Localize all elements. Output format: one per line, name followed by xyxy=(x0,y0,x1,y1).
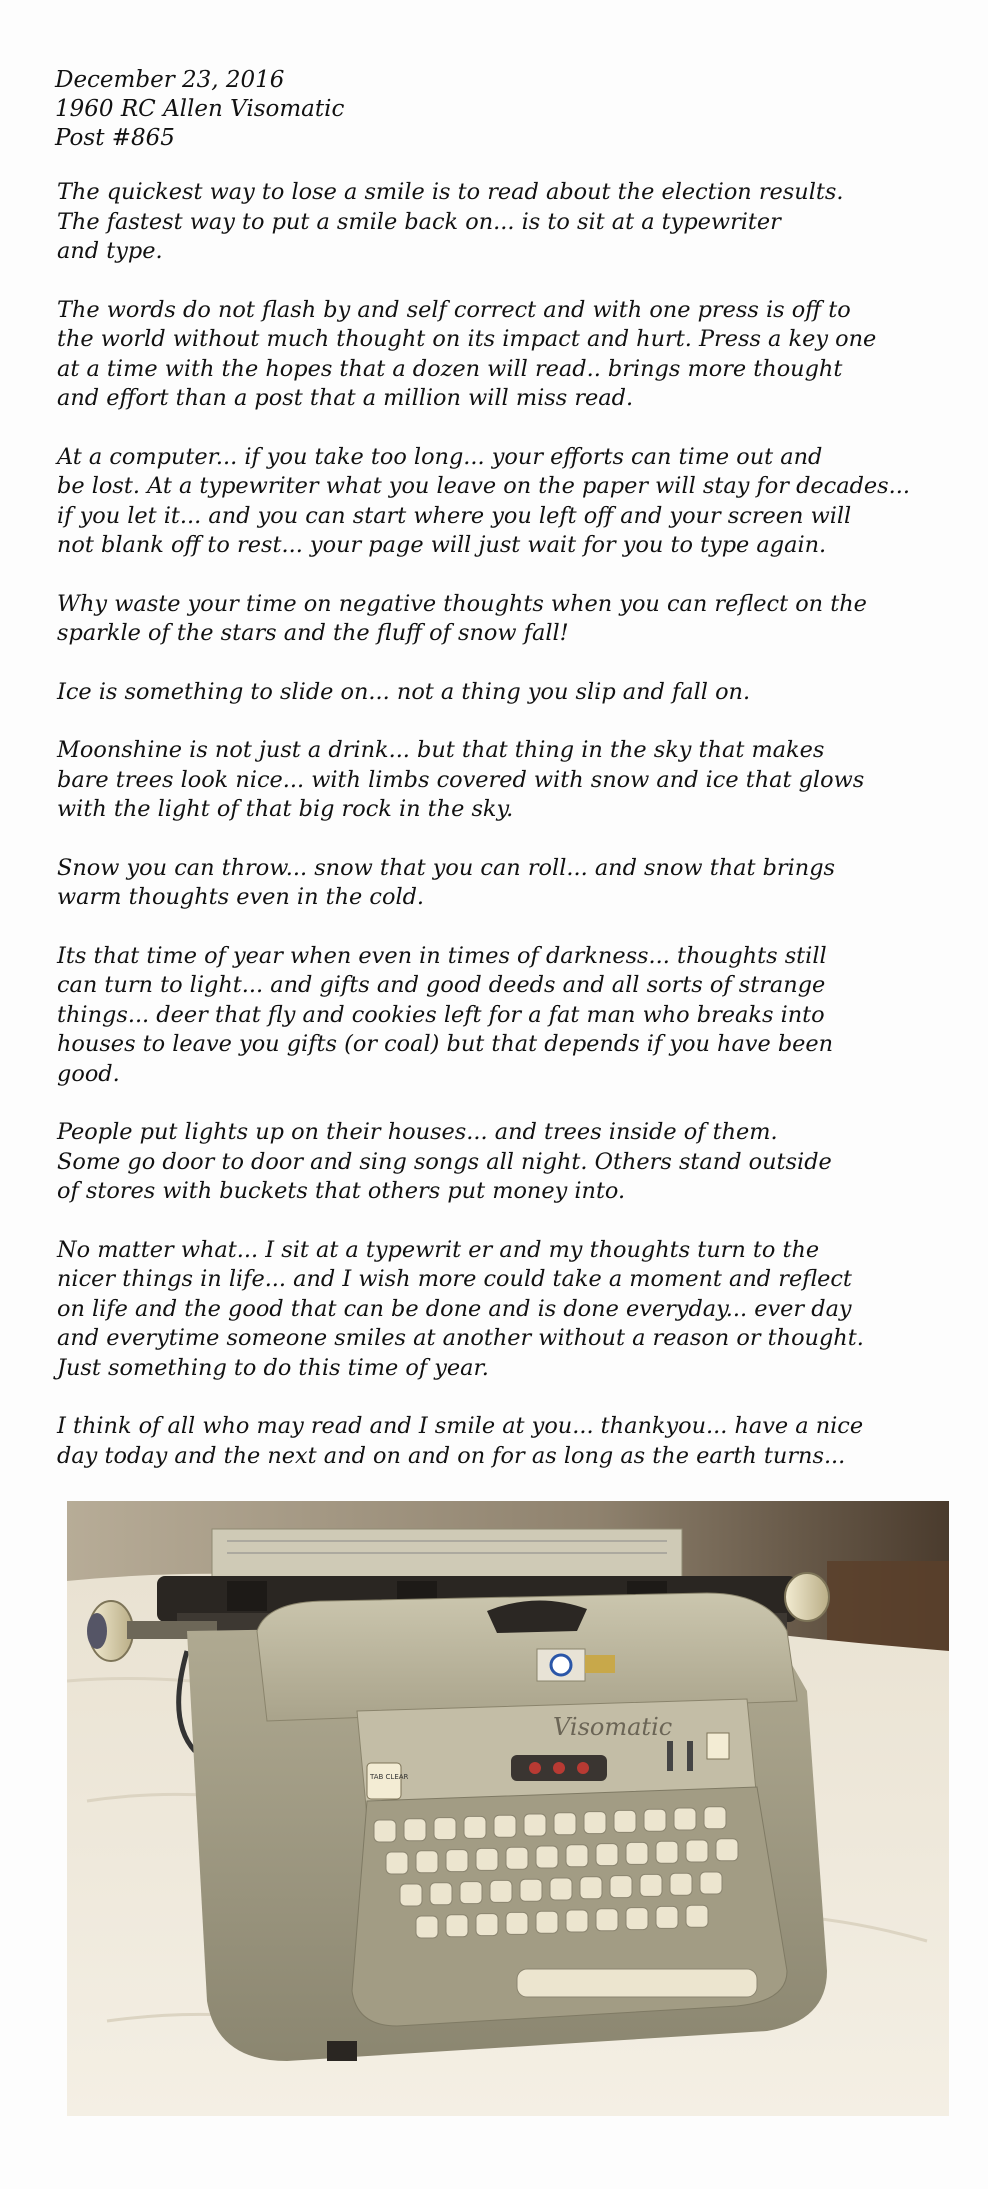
typewriter-key xyxy=(490,1880,512,1902)
post-header xyxy=(55,66,344,153)
typewriter-key xyxy=(656,1906,678,1928)
paragraph-line: with the light of that big rock in the sky. xyxy=(57,796,514,822)
typewriter-key xyxy=(446,1915,468,1937)
paragraph-line: bare trees look nice... with limbs covered with snow and ice that glows xyxy=(57,766,865,793)
paragraph xyxy=(57,178,967,267)
typewriter-key xyxy=(430,1883,452,1905)
typewriter-key xyxy=(536,1911,558,1933)
typewriter-key xyxy=(434,1818,456,1840)
paragraph xyxy=(57,736,967,825)
paragraph-line: and everytime someone smiles at another without a reason or thought. xyxy=(57,1325,864,1351)
typewriter-key xyxy=(460,1882,482,1904)
typewriter-key xyxy=(584,1812,606,1834)
typewriter-key xyxy=(374,1820,396,1842)
paragraph-line: be lost. At a typewriter what you leave on the paper will stay for decades... xyxy=(57,473,910,499)
brand-plate-text: Visomatic xyxy=(553,1713,673,1741)
typewriter-key xyxy=(400,1884,422,1906)
paragraph xyxy=(57,1236,967,1384)
typewriter-key xyxy=(494,1815,516,1837)
paragraph-line: Some go door to door and sing songs all night. Others stand outside xyxy=(57,1148,832,1175)
paragraph xyxy=(57,443,967,561)
typewriter-key xyxy=(716,1839,738,1861)
paragraph-line: at a time with the hopes that a dozen will read.. brings more thought xyxy=(57,355,843,382)
paragraph xyxy=(57,942,967,1090)
typewriter-key xyxy=(536,1846,558,1868)
paragraph-line: on life and the good that can be done and is done everyday... ever day xyxy=(57,1295,852,1322)
paragraph-line: The fastest way to put a smile back on... is to sit at a typewriter xyxy=(57,208,781,235)
paragraph-line: nicer things in life... and I wish more could take a moment and reflect xyxy=(57,1266,852,1292)
typewriter-key xyxy=(476,1848,498,1870)
typewriter-key xyxy=(416,1916,438,1938)
paragraph-line: of stores with buckets that others put money into. xyxy=(57,1178,626,1204)
paragraph xyxy=(57,296,967,414)
paragraph-line: the world without much thought on its impact and hurt. Press a key one xyxy=(57,326,877,352)
tab-key-label: TAB CLEAR xyxy=(370,1773,409,1781)
paragraph-line: not blank off to rest... your page will just wait for you to type again. xyxy=(57,532,827,558)
typewriter-model: 1960 RC Allen Visomatic xyxy=(55,96,345,122)
paragraph-line: Snow you can throw... snow that you can roll... and snow that brings xyxy=(57,854,836,881)
typewriter-key xyxy=(596,1909,618,1931)
paragraph-line: Its that time of year when even in times of darkness... thoughts still xyxy=(57,942,827,969)
post-body xyxy=(57,178,967,1500)
typewriter-key xyxy=(596,1844,618,1866)
typewriter-key xyxy=(700,1872,722,1894)
typewriter-key xyxy=(554,1813,576,1835)
typewriter-key xyxy=(524,1814,546,1836)
typewriter-key xyxy=(580,1877,602,1899)
typewriter-key xyxy=(506,1912,528,1934)
paragraph-line: At a computer... if you take too long... your efforts can time out and xyxy=(57,443,823,470)
paragraph-line: day today and the next and on and on for as long as the earth turns... xyxy=(57,1442,846,1469)
typewriter-key xyxy=(520,1879,542,1901)
paragraph-line: The quickest way to lose a smile is to read about the election results. xyxy=(57,179,844,205)
typewriter-key xyxy=(626,1842,648,1864)
paragraph-line: if you let it... and you can start where you left off and your screen will xyxy=(57,502,852,529)
paragraph-line: good. xyxy=(57,1060,120,1087)
typewriter-key xyxy=(566,1910,588,1932)
paragraph xyxy=(57,1118,967,1207)
typewriter-key xyxy=(686,1905,708,1927)
paragraph-line: houses to leave you gifts (or coal) but that depends if you have been xyxy=(57,1031,834,1057)
typewriter-key xyxy=(704,1807,726,1829)
typewriter-key xyxy=(550,1878,572,1900)
paragraph-line: Ice is something to slide on... not a thing you slip and fall on. xyxy=(57,678,751,705)
paragraph-line: No matter what... I sit at a typewrit er and my thoughts turn to the xyxy=(57,1236,820,1263)
paragraph-line: People put lights up on their houses... and trees inside of them. xyxy=(57,1119,778,1145)
paragraph-line: things... deer that fly and cookies left for a fat man who breaks into xyxy=(57,1001,825,1028)
paragraph xyxy=(57,1412,967,1471)
paragraph-line: The words do not flash by and self correct and with one press is off to xyxy=(57,296,851,323)
typewriter-key xyxy=(610,1876,632,1898)
paragraph-line: sparkle of the stars and the fluff of snow fall! xyxy=(57,620,569,646)
typewriter-key xyxy=(614,1810,636,1832)
paragraph-line: can turn to light... and gifts and good deeds and all sorts of strange xyxy=(57,972,826,998)
typewriter-key xyxy=(506,1847,528,1869)
typewriter-key xyxy=(656,1841,678,1863)
typewriter-key xyxy=(476,1914,498,1936)
paragraph xyxy=(57,590,967,649)
paragraph-line: and type. xyxy=(57,238,163,264)
typewriter-photo xyxy=(67,1501,949,2116)
typewriter-key xyxy=(686,1840,708,1862)
typewriter-key xyxy=(386,1852,408,1874)
paragraph-line: warm thoughts even in the cold. xyxy=(57,884,425,910)
typewriter-key xyxy=(416,1851,438,1873)
paragraph-line: Just something to do this time of year. xyxy=(57,1354,489,1381)
paragraph-line: I think of all who may read and I smile at you... thankyou... have a nice xyxy=(57,1413,864,1439)
typewriter-key xyxy=(566,1845,588,1867)
typewriter-illustration xyxy=(67,1501,949,2116)
typewriter-key xyxy=(640,1874,662,1896)
typewriter-key xyxy=(464,1816,486,1838)
post-number: Post #865 xyxy=(55,125,175,151)
typewriter-key xyxy=(446,1850,468,1872)
paragraph xyxy=(57,678,967,708)
typewriter-key xyxy=(404,1819,426,1841)
post-date: December 23, 2016 xyxy=(55,67,285,93)
paragraph xyxy=(57,854,967,913)
typewriter-key xyxy=(670,1873,692,1895)
typewriter-key xyxy=(674,1808,696,1830)
paragraph-line: Moonshine is not just a drink... but that thing in the sky that makes xyxy=(57,737,825,763)
typewriter-key xyxy=(626,1908,648,1930)
paragraph-line: Why waste your time on negative thoughts when you can reflect on the xyxy=(57,590,867,617)
typewriter-key xyxy=(644,1809,666,1831)
paragraph-line: and effort than a post that a million will miss read. xyxy=(57,385,634,411)
